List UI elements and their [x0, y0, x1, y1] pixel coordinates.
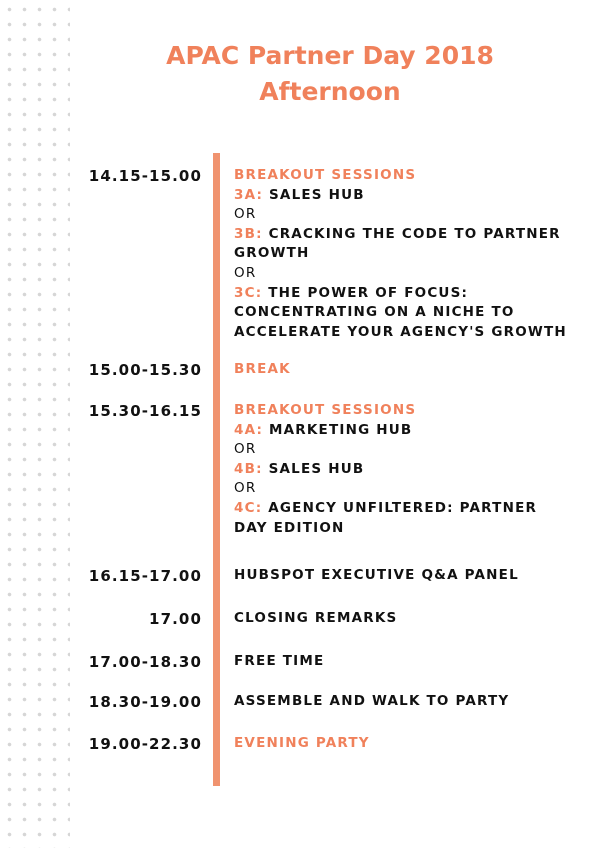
- agenda-content: [234, 401, 574, 538]
- option-title: THE POWER OF FOCUS: CONCENTRATING ON A NICHE TO ACCELERATE YOUR AGENCY'S GROWTH: [234, 284, 567, 340]
- or-separator: OR: [234, 441, 257, 458]
- agenda-time: 15.00-15.30: [88, 361, 202, 379]
- session-title: CLOSING REMARKS: [234, 610, 398, 626]
- timeline-divider: [213, 153, 220, 786]
- option-title: SALES HUB: [268, 460, 365, 477]
- session-header: BREAKOUT SESSIONS: [234, 402, 417, 418]
- session-title: HUBSPOT EXECUTIVE Q&A PANEL: [234, 567, 519, 583]
- option-code: 3B:: [234, 225, 263, 242]
- agenda-time: 18.30-19.00: [88, 693, 202, 711]
- agenda-content: [234, 360, 574, 380]
- or-separator: OR: [234, 480, 257, 497]
- dotted-pattern-decoration: [0, 0, 70, 848]
- session-option: [234, 284, 574, 343]
- option-title: SALES HUB: [269, 186, 365, 203]
- title-line-2: Afternoon: [259, 77, 401, 106]
- page-title: [120, 38, 540, 110]
- session-title: FREE TIME: [234, 653, 325, 669]
- agenda-time: 17.00: [149, 610, 202, 628]
- option-code: 3A:: [234, 186, 264, 203]
- agenda-time: 15.30-16.15: [88, 402, 202, 420]
- session-title: ASSEMBLE AND WALK TO PARTY: [234, 693, 510, 709]
- agenda-time: 17.00-18.30: [88, 653, 202, 671]
- agenda-content: [234, 652, 574, 672]
- session-option: [234, 499, 574, 538]
- option-code: 3C:: [234, 284, 263, 301]
- option-title: MARKETING HUB: [269, 421, 413, 438]
- agenda-time: 16.15-17.00: [88, 567, 202, 585]
- agenda-content: [234, 609, 574, 629]
- option-code: 4C:: [234, 499, 263, 516]
- session-option: [234, 186, 574, 206]
- session-option: [234, 421, 574, 441]
- agenda-content: [234, 692, 574, 712]
- option-title: CRACKING THE CODE TO PARTNER GROWTH: [234, 225, 561, 262]
- session-option: [234, 460, 574, 480]
- session-header: BREAKOUT SESSIONS: [234, 167, 417, 183]
- or-separator: OR: [234, 206, 257, 223]
- title-line-1: APAC Partner Day 2018: [166, 41, 494, 70]
- agenda-content: [234, 566, 574, 586]
- option-code: 4B:: [234, 460, 263, 477]
- session-header: BREAK: [234, 361, 291, 377]
- agenda-content: [234, 166, 574, 342]
- option-title: AGENCY UNFILTERED: PARTNER DAY EDITION: [234, 499, 538, 536]
- agenda-time: 19.00-22.30: [88, 735, 202, 753]
- agenda-time: 14.15-15.00: [88, 167, 202, 185]
- agenda-content: [234, 734, 574, 754]
- session-option: [234, 225, 574, 264]
- session-header: EVENING PARTY: [234, 735, 370, 751]
- or-separator: OR: [234, 264, 257, 281]
- option-code: 4A:: [234, 421, 264, 438]
